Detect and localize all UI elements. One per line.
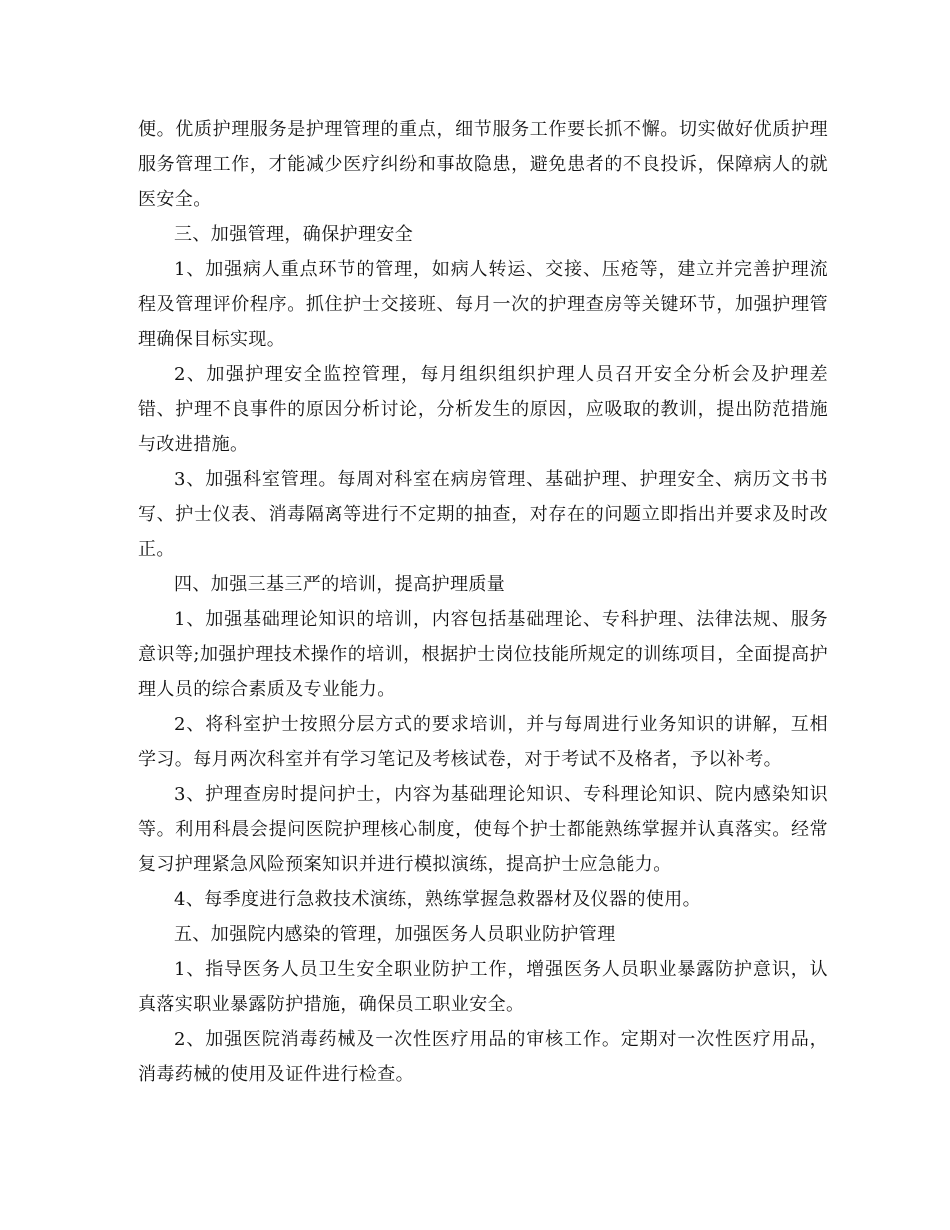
section-heading-4: 四、加强三基三严的培训，提高护理质量: [174, 574, 506, 595]
paragraph-continuation: 便。优质护理服务是护理管理的重点，细节服务工作要长抓不懈。切实做好优质护理服务管理工作，才能减少医疗纠纷和事故隐患，避免患者的不良投诉，保障病人的就医安全。: [138, 119, 828, 210]
paragraph-3-1: 1、加强病人重点环节的管理，如病人转运、交接、压疮等，建立并完善护理流程及管理评价程序。抓住护士交接班、每月一次的护理查房等关键环节，加强护理管理确保目标实现。: [138, 259, 828, 350]
paragraph-4-3: 3、护理查房时提问护士，内容为基础理论知识、专科理论知识、院内感染知识等。利用科晨会提问医院护理核心制度，使每个护士都能熟练掌握并认真落实。经常复习护理紧急风险预案知识并进行模拟演练，提高护士应急能力。: [138, 784, 828, 875]
section-heading-5: 五、加强院内感染的管理，加强医务人员职业防护管理: [174, 924, 616, 945]
paragraph-3-2: 2、加强护理安全监控管理，每月组织组织护理人员召开安全分析会及护理差错、护理不良事件的原因分析讨论，分析发生的原因，应吸取的教训，提出防范措施与改进措施。: [138, 364, 828, 455]
paragraph-3-3: 3、加强科室管理。每周对科室在病房管理、基础护理、护理安全、病历文书书写、护士仪表、消毒隔离等进行不定期的抽查，对存在的问题立即指出并要求及时改正。: [138, 469, 828, 560]
section-heading-3: 三、加强管理，确保护理安全: [174, 224, 414, 245]
paragraph-5-1: 1、指导医务人员卫生安全职业防护工作，增强医务人员职业暴露防护意识，认真落实职业暴露防护措施，确保员工职业安全。: [138, 959, 828, 1015]
paragraph-5-2: 2、加强医院消毒药械及一次性医疗用品的审核工作。定期对一次性医疗用品，消毒药械的使用及证件进行检查。: [138, 1029, 828, 1085]
paragraph-4-1: 1、加强基础理论知识的培训，内容包括基础理论、专科护理、法律法规、服务意识等;加强护理技术操作的培训，根据护士岗位技能所规定的训练项目，全面提高护理人员的综合素质及专业能力。: [138, 609, 828, 700]
paragraph-4-4: 4、每季度进行急救技术演练，熟练掌握急救器材及仪器的使用。: [174, 889, 702, 910]
paragraph-4-2: 2、将科室护士按照分层方式的要求培训，并与每周进行业务知识的讲解，互相学习。每月两次科室并有学习笔记及考核试卷，对于考试不及格者，予以补考。: [138, 714, 828, 770]
document-body: [138, 112, 828, 1092]
